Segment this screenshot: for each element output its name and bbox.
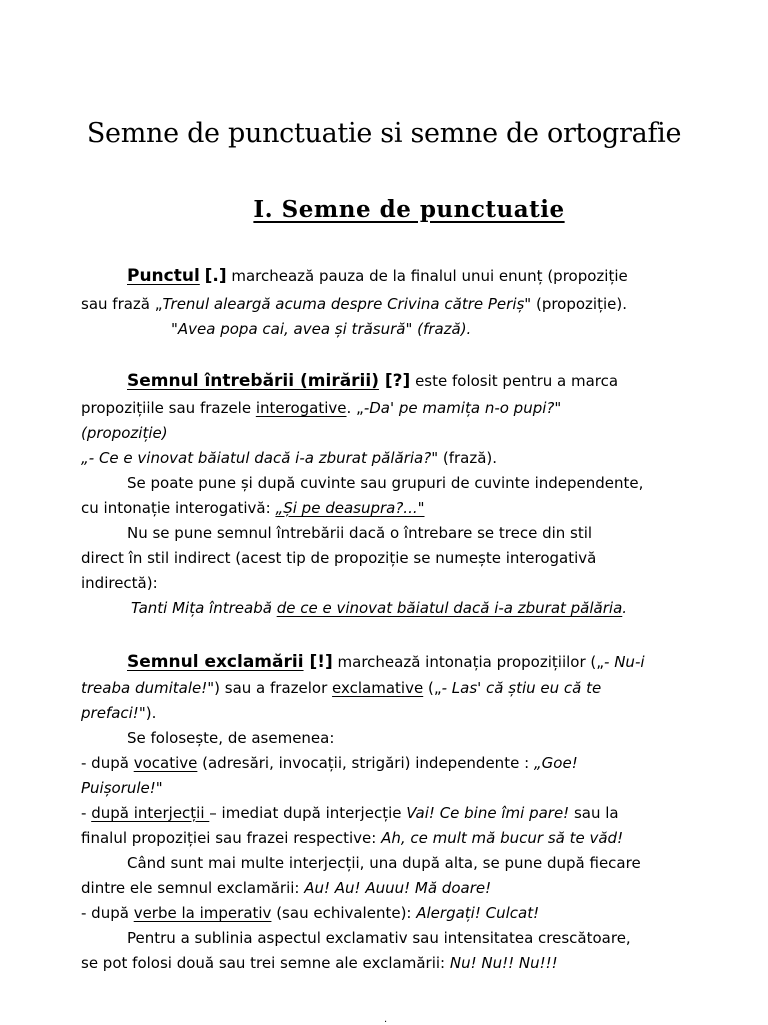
text: (propoziție). [531,295,627,313]
paragraph-line [81,398,561,418]
document-title: Semne de punctuatie si semne de ortografie [86,118,682,149]
text: sau la [569,804,619,822]
example-text: Ah, ce mult mă bucur să te văd! [381,829,624,847]
text: - după [81,754,134,772]
text: sau frază „ [81,295,163,313]
paragraph-line: Nu se pune semnul întrebării dacă o întrebare se trece din stil [127,524,593,542]
text: este folosit pentru a marca [410,372,619,390]
symbol-question: [?] [378,371,411,391]
text: marchează pauza de la finalul unui enunț (propoziție [226,267,628,285]
example-text: treaba dumitale! [81,679,208,697]
example-text: -Da' pe mamița n-o pupi?" [363,399,562,417]
paragraph-line: Pentru a sublinia aspectul exclamativ sau intensitatea crescătoare, [127,929,631,947]
underlined-term: după interjecții [91,804,210,822]
paragraph-line [131,598,627,618]
example-text: Vai! Ce bine îmi pare! [406,804,570,822]
text: finalul propoziției sau frazei respective: [81,829,382,847]
paragraph-line [81,703,156,723]
paragraph-line [127,266,628,286]
underlined-term: exclamative [332,679,424,697]
paragraph-line [81,294,627,314]
text: ") sau a frazelor [207,679,333,697]
example-text: (propoziție) [81,424,168,442]
text: (sau echivalente): [271,904,417,922]
text: (adresări, invocații, strigări) independente : [197,754,534,772]
text: („ [423,679,442,697]
paragraph-line [81,753,578,773]
example-text: Tanti Mița întreabă [131,599,277,617]
paragraph-line [127,371,618,391]
paragraph-line: Se folosește, de asemenea: [127,729,335,747]
example-text: Trenul aleargă acuma despre Crivina către Periș" [162,295,532,313]
text: – imediat după interjecție [209,804,407,822]
paragraph-line: Se poate pune și după cuvinte sau grupuri de cuvinte independente, [127,474,644,492]
text: . [622,599,628,617]
term-semnul-exclamarii: Semnul exclamării [127,652,304,672]
term-semnul-intrebarii: Semnul întrebării (mirării) [127,371,379,391]
text: "). [138,704,157,722]
text: cu intonație interogativă: [81,499,276,517]
paragraph-line: direct în stil indirect (acest tip de propoziție se numește interogativă [81,549,597,567]
underlined-term: interogative [255,399,347,417]
paragraph-line: indirectă): [81,574,158,592]
paragraph-line [81,498,425,518]
text: dintre ele semnul exclamării: [81,879,305,897]
paragraph-line [81,678,601,698]
page-mark: . [384,1014,388,1025]
example-text: „Și pe deasupra?..." [275,499,425,517]
paragraph-line [81,953,558,973]
example-text: de ce e vinovat băiatul dacă i-a zburat pălăria [276,599,623,617]
underlined-term: vocative [133,754,198,772]
example-text: Au! Au! Auuu! Mă doare! [304,879,492,897]
text: . „ [346,399,364,417]
symbol-dot: [.] [204,266,227,286]
term-punctul: Punctul [127,266,200,286]
example-text: Nu! Nu!! Nu!!! [449,954,558,972]
text: marchează intonația propozițiilor („ [332,653,605,671]
symbol-exclamation: [!] [303,652,333,672]
example-text: - Nu-i [604,653,645,671]
paragraph-line [81,828,623,848]
example-text: „Goe! [533,754,578,772]
text: se pot folosi două sau trei semne ale exclamării: [81,954,450,972]
paragraph-line [81,878,491,898]
text: (frază). [438,449,498,467]
paragraph-line [81,803,619,823]
example-text: Puișorule!" [81,779,163,797]
section-heading: I. Semne de punctuatie [253,196,565,223]
paragraph-line [81,448,497,468]
text: propozițiile sau frazele [81,399,256,417]
example-text: Alergați! Culcat! [416,904,540,922]
paragraph-line: Când sunt mai multe interjecții, una după alta, se pune după fiecare [127,854,641,872]
example-text: „- Ce e vinovat băiatul dacă i-a zburat pălăria?" [81,449,439,467]
paragraph-line [81,903,539,923]
paragraph-line [127,652,645,672]
example-text: - Las' că știu eu că te [441,679,602,697]
example-text: "Avea popa cai, avea și trăsură" (frază). [171,320,472,338]
example-text: prefaci! [81,704,139,722]
text: - după [81,904,134,922]
text: - [81,804,92,822]
underlined-term: verbe la imperativ [133,904,272,922]
